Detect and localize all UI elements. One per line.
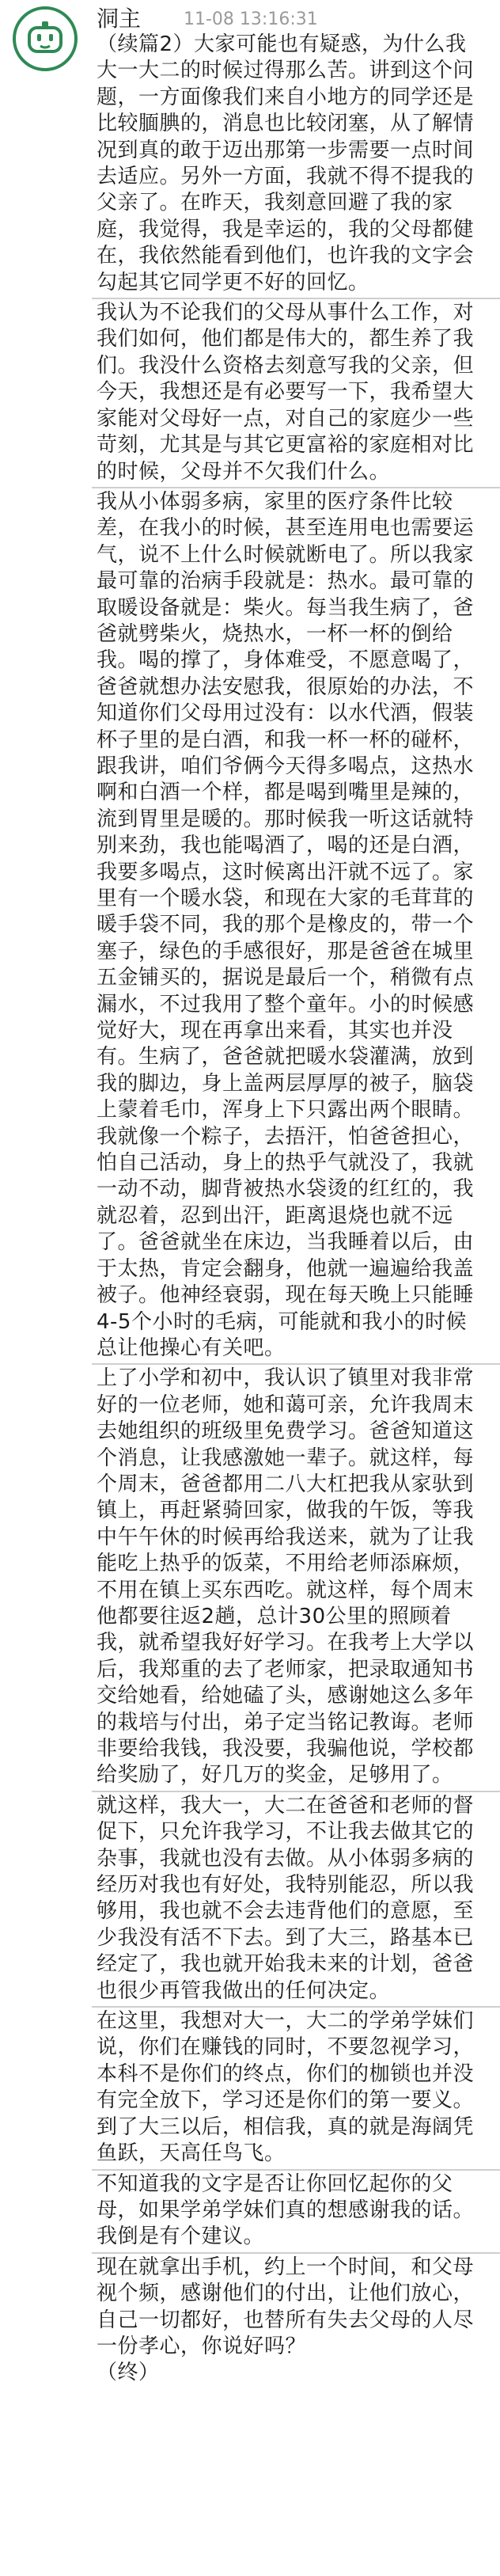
post-timestamp: 11-08 13:16:31 — [184, 9, 318, 29]
hole-logo-icon — [23, 17, 67, 61]
paragraph-divider — [92, 487, 500, 488]
paragraph-8: 现在就拿出手机，约上一个时间，和父母视个频，感谢他们的付出，让他们放心，自己一切都好，也替所有失去父母的人尽一份孝心，你说好吗？ — [97, 2255, 475, 2358]
paragraph-6: 在这里，我想对大一，大二的学弟学妹们说，你们在赚钱的同时，不要忽视学习，本科不是你们的终点，你们的枷锁也并没有完全放下，学习还是你们的第一要义。到了大三以后，相信我，真的就是海阔凭鱼跃，天高任鸟飞。 — [97, 2009, 475, 2166]
paragraph-divider — [92, 2006, 500, 2008]
paragraph-end: （终） — [97, 2361, 160, 2385]
paragraph-4: 上了小学和初中，我认识了镇里对我非常好的一位老师，她和蔼可亲，允许我周末去她组织的班级里免费学习。爸爸知道这个消息，让我感激她一辈子。就这样，每个周末，爸爸都用二八大杠把我从家驮到镇上，再赶紧骑回家，做我的午饭，等我中午午休的时候再给我送来，就为了让我能吃上热乎的饭菜，不用给老师添麻烦，不用在镇上买东西吃。就这样，每个周末他都要往返2趟，总计30公里的照顾着我，就希望我好好学习。在我考上大学以后，我郑重的去了老师家，把录取通知书交给她看，给她磕了头，感谢她这么多年的栽培与付出，弟子定当铭记教诲。老师非要给我钱，我没要，我骗他说，学校都给奖励了，好几万的奖金，足够用了。 — [97, 1366, 475, 1788]
paragraph-2: 我认为不论我们的父母从事什么工作，对我们如何，他们都是伟大的，都生养了我们。我没什么资格去刻意写我的父亲，但今天，我想还是有必要写一下，我希望大家能对父母好一点，对自己的家庭少一些苛刻，尤其是与其它更富裕的家庭相对比的时候，父母并不欠我们什么。 — [97, 301, 475, 484]
paragraph-divider — [92, 1363, 500, 1365]
username[interactable]: 洞主 — [97, 6, 142, 32]
paragraph-divider — [92, 1791, 500, 1792]
paragraph-7: 不知道我的文字是否让你回忆起你的父母，如果学弟学妹们真的想感谢我的话。我倒是有个建议。 — [97, 2171, 475, 2249]
paragraph-5: 就这样，我大一，大二在爸爸和老师的督促下，只允许我学习，不让我去做其它的杂事，我就也没有去做。从小体弱多病的经历对我也有好处，我特别能忍，所以我够用，我也就不会去违背他们的意愿，至少我没有活不下去。到了大三，路基本已经定了，我也就开始我未来的计划，爸爸也很少再管我做出的任何决定。 — [97, 1793, 475, 2003]
paragraph-3: 我从小体弱多病，家里的医疗条件比较差，在我小的时候，甚至连用电也需要运气，说不上什么时候就断电了。所以我家最可靠的治病手段就是：热水。最可靠的取暖设备就是：柴火。每当我生病了，爸爸就劈柴火，烧热水，一杯一杯的倒给我。喝的撑了，身体难受，不愿意喝了，爸爸就想办法安慰我，很原始的办法，不知道你们父母用过没有：以水代酒，假装杯子里的是白酒，和我一杯一杯的碰杯，跟我讲，咱们爷俩今天得多喝点，这热水啊和白酒一个样，都是喝到嘴里是辣的，流到胃里是暖的。那时候我一听这话就特别来劲，我也能喝酒了，喝的还是白酒，我要多喝点，这时候离出汗就不远了。家里有一个暖水袋，和现在大家的毛茸茸的暖手袋不同，我的那个是橡皮的，带一个塞子，绿色的手感很好，那是爸爸在城里五金铺买的，据说是最后一个，稍微有点漏水，不过我用了整个童年。小的时候感觉好大，现在再拿出来看，其实也并没有。生病了，爸爸就把暖水袋灌满，放到我的脚边，身上盖两层厚厚的被子，脑袋上蒙着毛巾，浑身上下只露出两个眼睛。我就像一个粽子，去捂汗，怕爸爸担心，怕自己活动，身上的热乎气就没了，我就一动不动，脚背被热水袋烫的红红的，我就忍着，忍到出汗，距离退烧也就不远了。爸爸就坐在床边，当我睡着以后，由于太热，肯定会翻身，他就一遍遍给我盖被子。他神经衰弱，现在每天晚上只能睡4-5个小时的毛病，可能就和我小的时候总让他操心有关吧。 — [97, 489, 475, 1360]
paragraph-divider — [92, 298, 500, 299]
paragraph-divider — [92, 2169, 500, 2171]
post-body — [97, 32, 483, 2387]
paragraph-1: （续篇2）大家可能也有疑惑，为什么我大一大二的时候过得那么苦。讲到这个问题，一方面像我们来自小地方的同学还是比较腼腆的，消息也比较闭塞，从了解情况到真的敢于迈出那第一步需要一点时间去适应。另外一方面，我就不得不提我的父亲了。在昨天，我刻意回避了我的家庭，我觉得，我是幸运的，我的父母都健在，我依然能看到他们，也许我的文字会勾起其它同学更不好的回忆。 — [97, 32, 475, 294]
paragraph-divider — [92, 2252, 500, 2254]
avatar[interactable] — [13, 6, 78, 71]
